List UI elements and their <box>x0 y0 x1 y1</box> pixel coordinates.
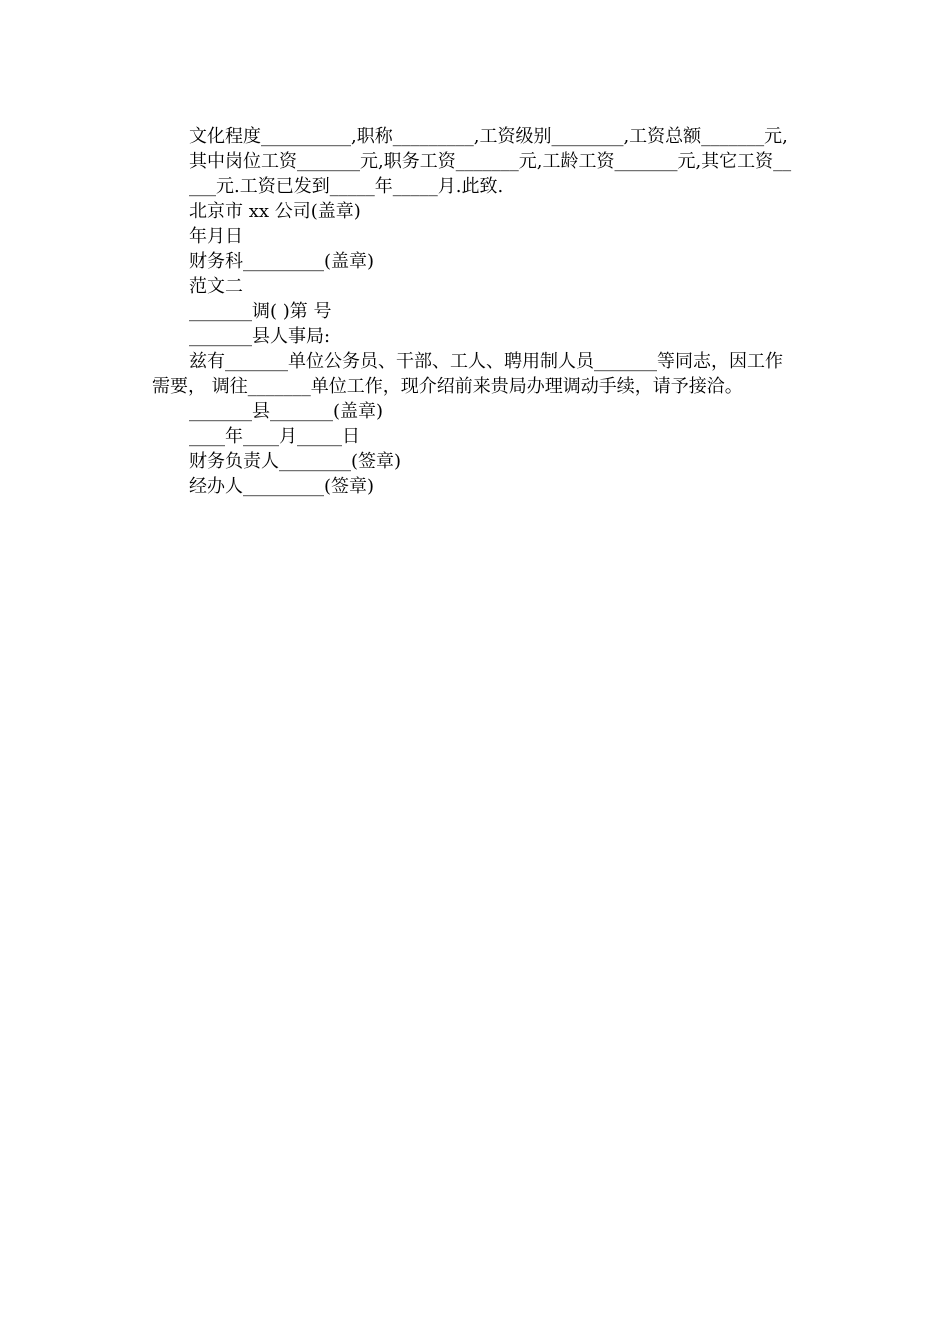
finance-head-signature-line: 财务负责人________(签章) <box>189 451 402 472</box>
document-body <box>152 124 798 499</box>
county-seal-line: _______县_______(盖章) <box>189 401 384 422</box>
transfer-number-line: _______调( )第 号 <box>189 301 332 322</box>
salary-info-line-2: 其中岗位工资_______元,职务工资_______元,工龄工资_______元,其它工资__ <box>189 151 792 172</box>
transfer-date-line: ____年____月_____日 <box>189 426 360 447</box>
company-seal-line: 北京市 xx 公司(盖章) <box>189 201 361 222</box>
handler-signature-line: 经办人_________(签章) <box>189 476 375 497</box>
salary-paid-line: ___元.工资已发到_____年_____月.此致. <box>189 176 504 197</box>
date-line: 年月日 <box>189 226 243 247</box>
finance-dept-seal-line: 财务科_________(盖章) <box>189 251 375 272</box>
addressee-line: _______县人事局: <box>189 326 331 347</box>
salary-info-line-1: 文化程度__________,职称_________,工资级别________,工资总额_______元, <box>189 126 788 147</box>
sample-two-heading: 范文二 <box>189 276 243 297</box>
transfer-body-paragraph: 兹有_______单位公务员、干部、工人、聘用制人员_______等同志，因工作需要， 调往_______单位工作，现介绍前来贵局办理调动手续，请予接洽。 <box>152 351 783 397</box>
